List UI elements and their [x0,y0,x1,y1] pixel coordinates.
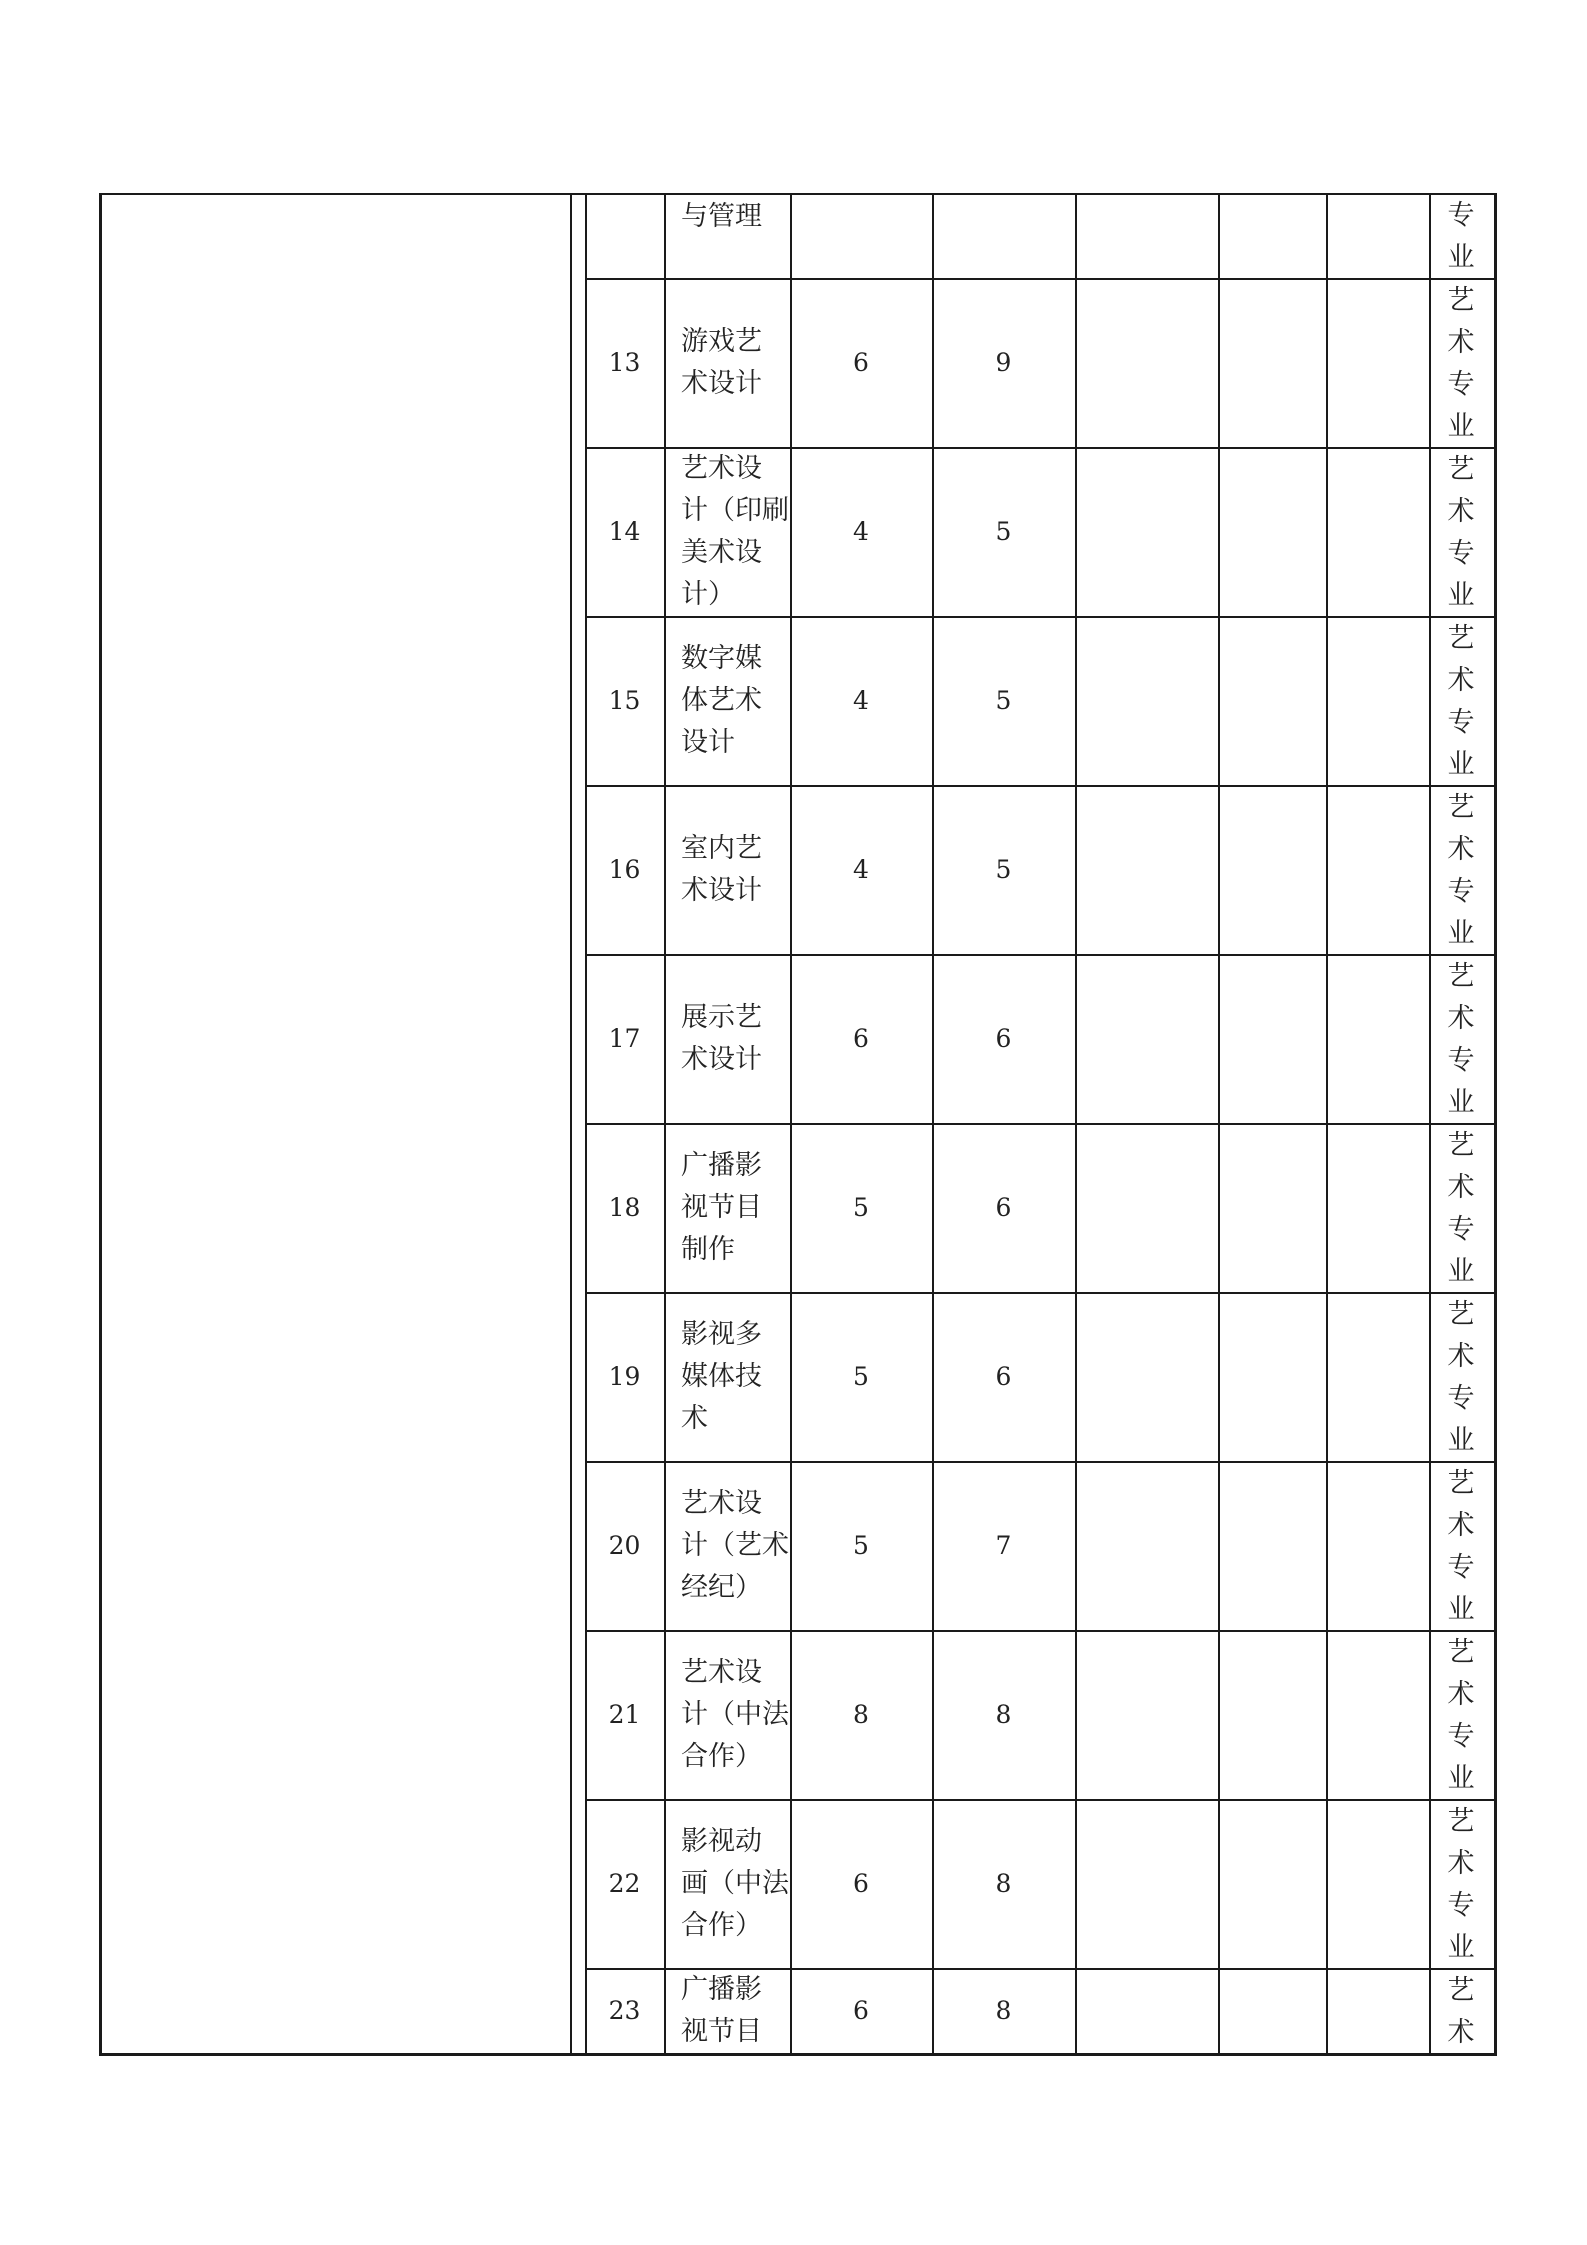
major-name-line: 视节目 [681,1192,762,1223]
major-name-line: 展示艺 [681,1002,762,1033]
major-name-line: 术设计 [681,368,762,399]
category-note: 艺术专业 [1447,1468,1475,1625]
major-name-line: 设计 [681,727,735,758]
major-name-line: 室内艺 [681,833,762,864]
major-name-line: 术设计 [681,875,762,906]
major-name-line: 制作 [681,1234,735,1265]
value-b: 8 [995,1869,1012,1898]
row-number: 14 [608,517,641,546]
table-border-right [1494,193,1497,2055]
row-number: 17 [608,1024,641,1053]
category-note: 艺术专业 [1447,1130,1475,1287]
value-b: 8 [995,1996,1012,2025]
value-a: 5 [853,1531,869,1560]
value-b: 5 [995,855,1012,884]
value-b: 7 [995,1531,1012,1560]
table-border-left [99,193,102,2055]
row-number [585,193,664,278]
major-name-line: 影视动 [681,1826,762,1857]
value-b: 6 [995,1193,1012,1222]
major-name-line: 计（艺术 [681,1530,789,1561]
value-a: 8 [853,1700,869,1729]
row-number: 21 [608,1700,641,1729]
major-name-line: 计） [681,579,735,610]
row-number: 18 [608,1193,641,1222]
category-note: 艺术专业 [1447,454,1475,611]
value-a: 4 [853,855,869,884]
major-name-line: 合作） [681,1741,762,1772]
category-note: 艺术专业 [1447,1806,1475,1963]
value-a: 6 [853,348,869,377]
value-b: 6 [995,1362,1012,1391]
major-name-line: 与管理 [681,201,762,232]
value-b: 9 [995,348,1012,377]
value-a: 4 [853,686,869,715]
value-a: 5 [853,1193,869,1222]
category-note: 专业 [1447,200,1475,273]
category-note: 艺术专业 [1447,961,1475,1118]
major-name-line: 艺术设 [681,1657,762,1688]
major-name-line: 计（中法 [681,1699,789,1730]
major-name-line: 游戏艺 [681,326,762,357]
value-b: 6 [995,1024,1012,1053]
major-name-line: 视节目 [681,2016,762,2047]
major-name-line: 艺术设 [681,1488,762,1519]
value-a [790,193,932,278]
major-name-line: 艺术设 [681,453,762,484]
row-number: 16 [608,855,641,884]
row-number: 19 [608,1362,641,1391]
major-name-line: 数字媒 [681,643,762,674]
category-note: 艺术专业 [1447,1637,1475,1794]
major-name-line: 术设计 [681,1044,762,1075]
value-a: 6 [853,1024,869,1053]
value-a: 6 [853,1869,869,1898]
value-b [932,193,1075,278]
table-border-bottom [99,2053,1497,2056]
major-name-line: 计（印刷 [681,495,789,526]
category-note: 艺术专业 [1447,792,1475,949]
column-divider [570,193,572,2053]
major-name-line: 广播影 [681,1150,762,1181]
major-name-line: 媒体技 [681,1361,762,1392]
major-name-line: 体艺术 [681,685,762,716]
row-number: 22 [608,1869,641,1898]
major-name-line: 合作） [681,1910,762,1941]
value-b: 5 [995,686,1012,715]
value-b: 5 [995,517,1012,546]
major-name-line: 美术设 [681,537,762,568]
value-a: 5 [853,1362,869,1391]
category-note: 艺术 [1447,1975,1475,2048]
row-number: 23 [608,1996,641,2025]
value-a: 6 [853,1996,869,2025]
major-name-line: 经纪） [681,1572,762,1603]
value-b: 8 [995,1700,1012,1729]
category-note: 艺术专业 [1447,623,1475,780]
category-note: 艺术专业 [1447,285,1475,442]
major-name-line: 术 [681,1403,708,1434]
row-number: 13 [608,348,641,377]
major-name-line: 广播影 [681,1974,762,2005]
row-number: 15 [608,686,641,715]
row-number: 20 [608,1531,641,1560]
value-a: 4 [853,517,869,546]
major-name-line: 画（中法 [681,1868,789,1899]
category-note: 艺术专业 [1447,1299,1475,1456]
major-name-line: 影视多 [681,1319,762,1350]
